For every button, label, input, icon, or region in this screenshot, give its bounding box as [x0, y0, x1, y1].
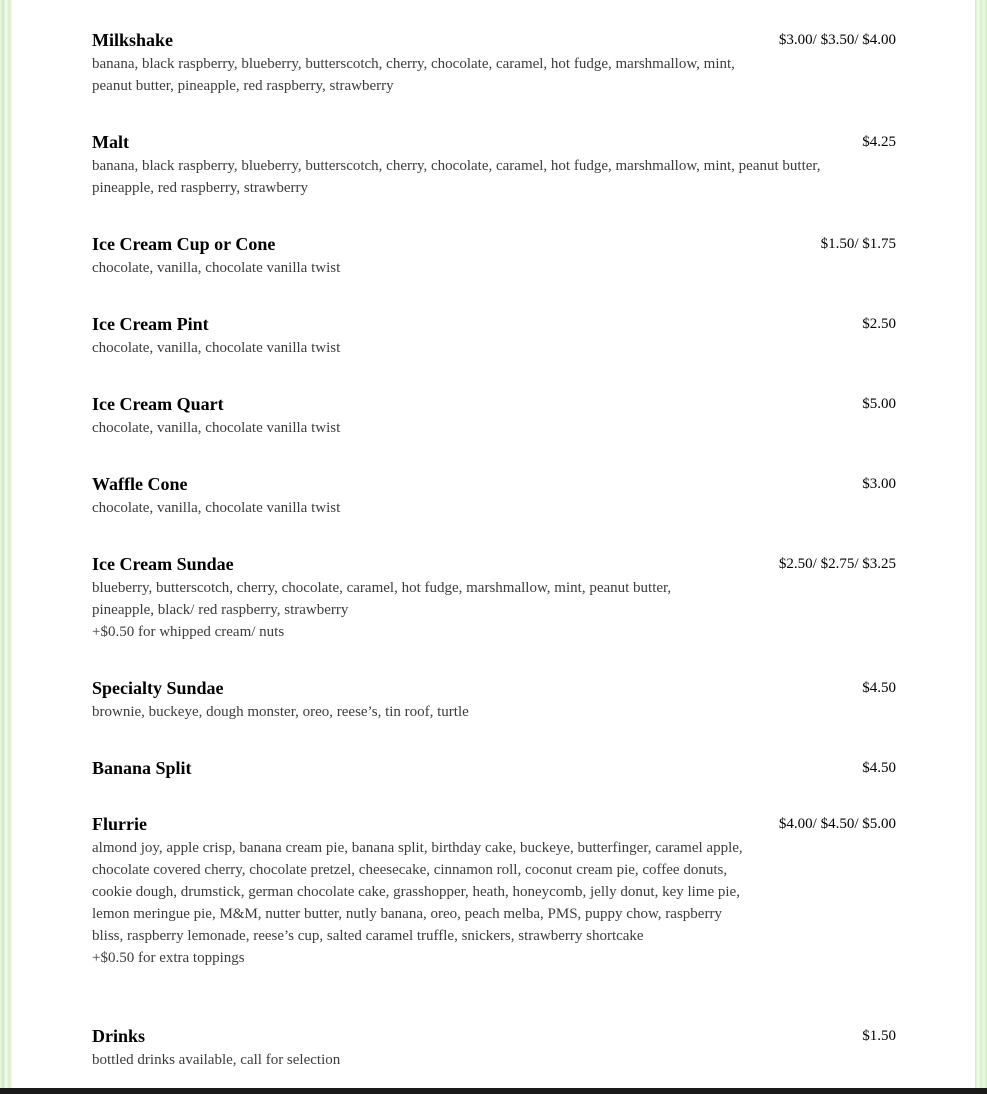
item-name: Ice Cream Quart [92, 394, 224, 414]
item-name: Drinks [92, 1026, 146, 1046]
item-price: $4.00/ $4.50/ $5.00 [778, 816, 896, 832]
item-price: $4.50 [862, 680, 896, 696]
item-price: $1.50/ $1.75 [820, 236, 896, 252]
item-name: Ice Cream Pint [92, 314, 209, 334]
item-description: chocolate, vanilla, chocolate vanilla twist [92, 420, 341, 436]
item-price: $3.00/ $3.50/ $4.00 [778, 32, 896, 48]
item-price: $3.00 [862, 476, 896, 492]
item-price: $2.50 [862, 316, 896, 332]
item-name: Ice Cream Sundae [92, 554, 234, 574]
item-description: banana, black raspberry, blueberry, butterscotch, cherry, chocolate, caramel, hot fudge, marshmallow, mint, peanut butter, pineapple, red raspberry, strawberry [92, 158, 821, 196]
item-description-block [92, 577, 732, 643]
item-name: Malt [92, 132, 129, 152]
item-price: $2.50/ $2.75/ $3.25 [778, 556, 896, 572]
menu-page [12, 0, 975, 1088]
item-description: almond joy, apple crisp, banana cream pie, banana split, birthday cake, buckeye, butterfinger, caramel apple, chocolate covered cherry, chocolate pretzel, cheesecake, cinnamon roll, coconut cream pie, coffee donuts, cookie dough, drumstick, german chocolate cake, grasshopper, heath, honeycomb, jelly donut, key lime pie, lemon meringue pie, M&M, nutter butter, nutly banana, oreo, peach melba, PMS, puppy chow, raspberry bliss, raspberry lemonade, reese’s cup, salted caramel truffle, snickers, strawberry shortcake [92, 840, 743, 944]
item-name: Ice Cream Cup or Cone [92, 234, 276, 254]
item-note: +$0.50 for extra toppings [92, 950, 245, 966]
item-description: chocolate, vanilla, chocolate vanilla twist [92, 340, 341, 356]
item-name: Banana Split [92, 758, 192, 778]
item-description: chocolate, vanilla, chocolate vanilla twist [92, 260, 341, 276]
item-price: $5.00 [862, 396, 896, 412]
item-description-block [92, 837, 754, 969]
item-note: +$0.50 for whipped cream/ nuts [92, 624, 285, 640]
item-price: $4.25 [862, 134, 896, 150]
bottom-edge-bar [0, 1088, 987, 1094]
item-description: blueberry, butterscotch, cherry, chocolate, caramel, hot fudge, marshmallow, mint, peanut butter, pineapple, black/ red raspberry, strawberry [92, 580, 672, 618]
item-description: brownie, buckeye, dough monster, oreo, reese’s, tin roof, turtle [92, 704, 469, 720]
item-name: Specialty Sundae [92, 678, 224, 698]
item-description: banana, black raspberry, blueberry, butterscotch, cherry, chocolate, caramel, hot fudge, marshmallow, mint, peanut butter, pineapple, red raspberry, strawberry [92, 56, 735, 94]
item-description: chocolate, vanilla, chocolate vanilla twist [92, 500, 341, 516]
item-description: bottled drinks available, call for selection [92, 1052, 341, 1068]
item-price: $4.50 [862, 760, 896, 776]
item-name: Flurrie [92, 814, 147, 834]
item-name: Waffle Cone [92, 474, 188, 494]
item-price: $1.50 [862, 1028, 896, 1044]
item-name: Milkshake [92, 30, 174, 50]
